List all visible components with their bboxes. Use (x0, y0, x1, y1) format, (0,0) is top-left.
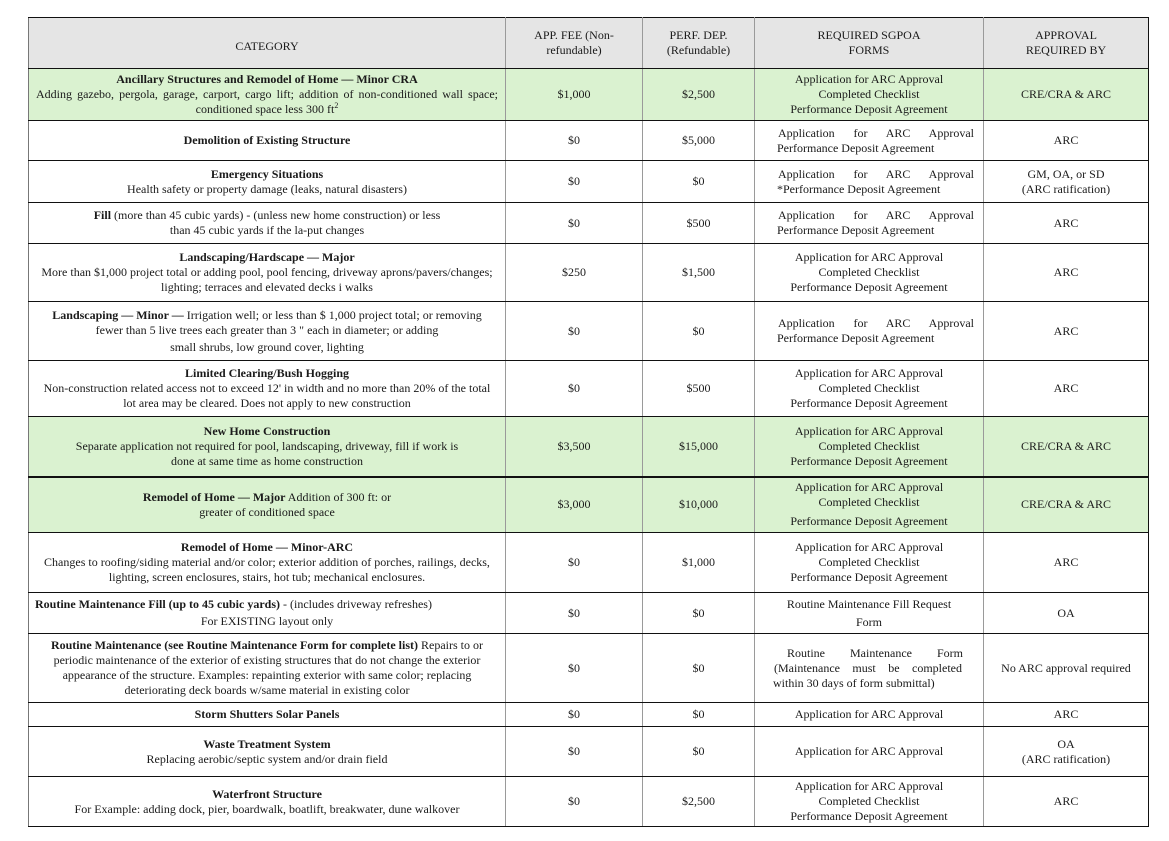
fee-schedule-table (28, 17, 1149, 827)
app-fee-cell: $0 (506, 302, 643, 361)
perf-dep-cell: $2,500 (643, 777, 755, 827)
forms-cell (755, 417, 984, 477)
category-title: Landscaping — Minor — (52, 307, 184, 322)
category-title: Fill (93, 208, 112, 222)
header-app-fee (506, 18, 643, 69)
form-item: Routine Maintenance Fill Request (786, 596, 952, 611)
category-cell (29, 361, 506, 417)
header-category-label: CATEGORY (235, 38, 299, 53)
header-app-fee-line1: APP. FEE (Non- (534, 28, 614, 42)
table-row (29, 477, 1149, 533)
approval-cell (984, 703, 1149, 727)
approval-item: ARC (1053, 265, 1079, 279)
category-title-rest: Addition of 300 ft: or (285, 489, 392, 504)
app-fee-cell: $0 (506, 777, 643, 827)
approval-cell (984, 302, 1149, 361)
form-item: Application for ARC Approval (794, 366, 944, 380)
header-category (29, 18, 506, 69)
category-desc: lot area may be cleared. Does not apply to new construction (123, 396, 411, 410)
forms-cell (755, 161, 984, 203)
form-item: Application for ARC Approval (778, 316, 974, 330)
category-desc (35, 102, 499, 117)
form-item: Performance Deposit Agreement (790, 514, 948, 529)
category-desc: appearance of the structure. Examples: repainting exterior with same color; replacing (62, 668, 472, 682)
form-item: Completed Checklist (818, 381, 920, 395)
form-item: within 30 days of form submittal) (773, 675, 935, 690)
category-title-line (35, 308, 499, 323)
form-item: Application for ARC Approval (778, 125, 974, 140)
approval-item: ARC (1053, 794, 1079, 808)
forms-cell (755, 69, 984, 121)
app-fee-cell: $3,500 (506, 417, 643, 477)
category-cell (29, 727, 506, 777)
category-title: Remodel of Home — Major (142, 489, 286, 504)
form-item: Application for ARC Approval (794, 423, 944, 438)
forms-cell (755, 533, 984, 593)
form-item: Performance Deposit Agreement (790, 102, 948, 116)
form-item: Application for ARC Approval (794, 72, 944, 86)
table-row (29, 593, 1149, 634)
table-row (29, 302, 1149, 361)
category-cell (29, 302, 506, 361)
header-perf-dep (643, 18, 755, 69)
forms-cell (755, 634, 984, 703)
approval-cell (984, 69, 1149, 121)
form-item: Completed Checklist (818, 794, 920, 808)
category-title: Ancillary Structures and Remodel of Home — Minor CRA (116, 72, 418, 86)
approval-cell (984, 477, 1149, 533)
forms-cell (755, 302, 984, 361)
category-title-line (35, 208, 499, 223)
app-fee-cell: $250 (506, 244, 643, 302)
table-row (29, 203, 1149, 244)
approval-item: CRE/CRA & ARC (1020, 438, 1112, 453)
form-item: Form (855, 614, 882, 629)
category-desc: Non-construction related access not to exceed 12' in width and no more than 20% of the total (43, 381, 491, 395)
form-item: Performance Deposit Agreement (790, 396, 948, 410)
header-forms-line1: REQUIRED SGPOA (817, 28, 921, 42)
form-item: Completed Checklist (818, 87, 920, 101)
perf-dep-cell: $0 (643, 302, 755, 361)
header-perf-dep-line1: PERF. DEP. (669, 28, 728, 42)
approval-cell (984, 417, 1149, 477)
category-cell (29, 477, 506, 533)
category-cell (29, 69, 506, 121)
category-desc: lighting, screen enclosures, stairs, hot tub; mechanical enclosures. (108, 570, 426, 584)
approval-item: OA (1057, 605, 1075, 620)
table-row (29, 533, 1149, 593)
app-fee-cell: $0 (506, 121, 643, 161)
category-desc: For Example: adding dock, pier, boardwalk, boatlift, breakwater, dune walkover (74, 801, 460, 816)
category-desc: More than $1,000 project total or adding pool, pool fencing, driveway aprons/pavers/changes; (41, 265, 493, 279)
category-desc: fewer than 5 live trees each greater than 3 " each in diameter; or adding (95, 322, 439, 337)
form-item: Performance Deposit Agreement (790, 570, 948, 584)
category-desc: Health safety or property damage (leaks, natural disasters) (127, 181, 407, 196)
form-item: Performance Deposit Agreement (790, 453, 948, 468)
approval-item: GM, OA, or SD (1027, 166, 1105, 181)
header-forms-line2: FORMS (848, 43, 890, 57)
form-item: Application for ARC Approval (794, 779, 944, 793)
category-cell (29, 533, 506, 593)
approval-item: ARC (1053, 323, 1079, 338)
approval-item: CRE/CRA & ARC (1020, 497, 1112, 512)
app-fee-cell: $0 (506, 361, 643, 417)
app-fee-cell: $0 (506, 533, 643, 593)
perf-dep-cell: $0 (643, 161, 755, 203)
superscript: 2 (334, 101, 339, 110)
form-item: Routine Maintenance Form (787, 645, 963, 660)
form-item: Completed Checklist (818, 265, 920, 279)
category-desc: Adding gazebo, pergola, garage, carport, cargo lift; addition of non-conditioned wall space; (36, 87, 498, 101)
form-item: Performance Deposit Agreement (790, 280, 948, 294)
category-desc: Replacing aerobic/septic system and/or drain field (146, 751, 388, 766)
category-desc: than 45 cubic yards if the la-put changes (169, 223, 365, 237)
table-row (29, 777, 1149, 827)
category-title: Demolition of Existing Structure (183, 133, 351, 147)
category-title: Routine Maintenance Fill (up to 45 cubic yards) (35, 597, 280, 611)
header-approval-line2: REQUIRED BY (1025, 43, 1107, 57)
perf-dep-cell: $0 (643, 593, 755, 634)
category-desc: Changes to roofing/siding material and/or color; exterior addition of porches, railings, decks, (44, 555, 490, 569)
table-row (29, 703, 1149, 727)
table-row (29, 727, 1149, 777)
approval-cell (984, 634, 1149, 703)
table-row (29, 417, 1149, 477)
table-row (29, 161, 1149, 203)
perf-dep-cell: $0 (643, 634, 755, 703)
perf-dep-cell: $0 (643, 703, 755, 727)
forms-cell (755, 121, 984, 161)
perf-dep-cell: $1,000 (643, 533, 755, 593)
category-title: Limited Clearing/Bush Hogging (184, 366, 350, 380)
form-item: Application for ARC Approval (794, 707, 944, 721)
category-title: Routine Maintenance (see Routine Maintenance Form for complete list) (50, 638, 419, 652)
app-fee-cell: $0 (506, 203, 643, 244)
category-desc: deteriorating deck boards w/same material in existing color (124, 683, 410, 697)
category-desc: periodic maintenance of the exterior of existing structures that do not change the exterior (53, 653, 481, 667)
header-approval-line1: APPROVAL (1035, 28, 1097, 42)
app-fee-cell: $3,000 (506, 477, 643, 533)
approval-item: ARC (1053, 707, 1079, 721)
form-item: Completed Checklist (818, 495, 920, 510)
approval-item: OA (1057, 736, 1075, 751)
form-item: Performance Deposit Agreement (777, 223, 935, 237)
category-title: Remodel of Home — Minor-ARC (180, 540, 354, 554)
header-row (29, 18, 1149, 69)
app-fee-cell: $1,000 (506, 69, 643, 121)
category-title: Landscaping/Hardscape — Major (179, 250, 355, 264)
perf-dep-cell: $2,500 (643, 69, 755, 121)
forms-cell (755, 703, 984, 727)
form-item: Completed Checklist (818, 438, 920, 453)
approval-cell (984, 777, 1149, 827)
category-desc: For EXISTING layout only (200, 614, 334, 628)
table-row (29, 244, 1149, 302)
category-cell (29, 203, 506, 244)
category-title-rest: Irrigation well; or less than $ 1,000 project total; or removing (183, 307, 482, 322)
approval-cell (984, 727, 1149, 777)
perf-dep-cell: $15,000 (643, 417, 755, 477)
category-cell (29, 703, 506, 727)
app-fee-cell: $0 (506, 161, 643, 203)
form-item: Performance Deposit Agreement (777, 331, 935, 345)
approval-item: ARC (1053, 133, 1079, 147)
header-perf-dep-line2: (Refundable) (666, 43, 731, 57)
forms-cell (755, 777, 984, 827)
category-cell (29, 634, 506, 703)
forms-cell (755, 593, 984, 634)
forms-cell (755, 727, 984, 777)
approval-item: (ARC ratification) (1021, 181, 1111, 196)
approval-cell (984, 361, 1149, 417)
category-title-line (35, 490, 499, 505)
category-cell (29, 121, 506, 161)
table-row (29, 69, 1149, 121)
category-title-rest: - (includes driveway refreshes) (280, 597, 432, 611)
approval-cell (984, 161, 1149, 203)
form-item: *Performance Deposit Agreement (777, 181, 941, 196)
approval-cell (984, 533, 1149, 593)
category-title: New Home Construction (203, 423, 331, 438)
category-desc: Separate application not required for pool, landscaping, driveway, fill if work is (75, 438, 459, 453)
category-cell (29, 161, 506, 203)
perf-dep-cell: $10,000 (643, 477, 755, 533)
perf-dep-cell: $0 (643, 727, 755, 777)
form-item: Application for ARC Approval (794, 480, 944, 495)
table-row (29, 634, 1149, 703)
category-desc: done at same time as home construction (171, 453, 363, 468)
forms-cell (755, 203, 984, 244)
approval-cell (984, 121, 1149, 161)
category-title-line (35, 597, 499, 612)
form-item: (Maintenance must be completed (774, 660, 962, 675)
category-desc-text: conditioned space less 300 ft (195, 102, 335, 116)
header-approval (984, 18, 1149, 69)
category-title: Waterfront Structure (212, 786, 322, 801)
table-row (29, 121, 1149, 161)
forms-cell (755, 244, 984, 302)
category-cell (29, 244, 506, 302)
category-desc: greater of conditioned space (199, 504, 335, 519)
perf-dep-cell: $500 (643, 361, 755, 417)
approval-cell (984, 593, 1149, 634)
perf-dep-cell: $5,000 (643, 121, 755, 161)
category-title: Waste Treatment System (203, 736, 331, 751)
approval-item: ARC (1053, 215, 1079, 230)
category-title-rest: (more than 45 cubic yards) - (unless new home construction) or less (111, 208, 441, 222)
app-fee-cell: $0 (506, 593, 643, 634)
form-item: Application for ARC Approval (794, 540, 944, 554)
form-item: Completed Checklist (818, 555, 920, 569)
form-item: Application for ARC Approval (794, 250, 944, 264)
app-fee-cell: $0 (506, 634, 643, 703)
form-item: Application for ARC Approval (778, 208, 974, 222)
form-item: Performance Deposit Agreement (777, 140, 935, 155)
form-item: Application for ARC Approval (794, 744, 944, 758)
forms-cell (755, 361, 984, 417)
category-cell (29, 417, 506, 477)
app-fee-cell: $0 (506, 703, 643, 727)
approval-item: ARC (1053, 555, 1079, 569)
approval-item: ARC (1053, 381, 1079, 395)
approval-cell (984, 244, 1149, 302)
category-cell (29, 777, 506, 827)
header-app-fee-line2: refundable) (546, 43, 602, 57)
header-forms (755, 18, 984, 69)
category-desc: small shrubs, low ground cover, lighting (170, 339, 364, 354)
form-item: Performance Deposit Agreement (790, 809, 948, 823)
table-row (29, 361, 1149, 417)
perf-dep-cell: $1,500 (643, 244, 755, 302)
category-cell (29, 593, 506, 634)
category-title-line (35, 638, 499, 653)
approval-item: No ARC approval required (1001, 660, 1131, 675)
perf-dep-cell: $500 (643, 203, 755, 244)
forms-cell (755, 477, 984, 533)
approval-item: (ARC ratification) (1021, 751, 1111, 766)
app-fee-cell: $0 (506, 727, 643, 777)
category-title: Emergency Situations (210, 166, 324, 181)
category-title: Storm Shutters Solar Panels (194, 707, 340, 721)
form-item: Application for ARC Approval (778, 166, 974, 181)
approval-cell (984, 203, 1149, 244)
category-desc: lighting; terraces and elevated decks i walks (161, 280, 373, 294)
approval-item: CRE/CRA & ARC (1020, 87, 1112, 101)
category-title-rest: Repairs to or (418, 638, 484, 652)
